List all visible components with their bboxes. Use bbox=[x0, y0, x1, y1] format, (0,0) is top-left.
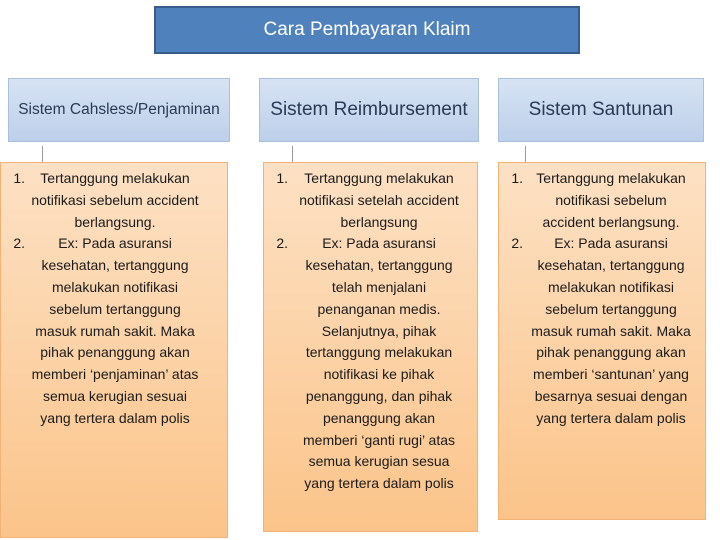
list-item bbox=[264, 168, 467, 233]
item-text: Tertanggung melakukan notifikasi sebelum accident berlangsung. bbox=[31, 170, 199, 230]
content-box-reimbursement bbox=[263, 162, 478, 532]
heading-cashless-text: Sistem Cahsless/Penjaminan bbox=[18, 101, 220, 119]
content-box-santunan bbox=[498, 162, 706, 520]
item-number: 1. bbox=[276, 170, 288, 186]
list-reimbursement bbox=[264, 168, 467, 495]
list-item bbox=[499, 233, 695, 429]
item-text: Ex: Pada asuransi kesehatan, tertanggung melakukan notifikasi sebelum tertanggung masuk rumah sakit. Maka pihak penanggung akan memberi ‘penjaminan’ atas semua kerugian sesuai yang tertera dalam polis bbox=[31, 235, 199, 426]
item-number: 1. bbox=[511, 170, 523, 186]
item-text: Tertanggung melakukan notifikasi setelah accident berlangsung bbox=[299, 170, 459, 230]
list-item bbox=[1, 168, 217, 233]
heading-santunan-text: Sistem Santunan bbox=[528, 98, 674, 120]
content-box-cashless bbox=[0, 162, 228, 538]
diagram-title bbox=[154, 6, 580, 54]
list-item bbox=[264, 233, 467, 495]
item-number: 1. bbox=[13, 170, 25, 186]
list-item bbox=[499, 168, 695, 233]
list-santunan bbox=[499, 168, 695, 430]
heading-reimbursement-text: Sistem Reimbursement bbox=[270, 98, 468, 120]
item-number: 2. bbox=[511, 235, 523, 252]
list-cashless bbox=[1, 168, 217, 430]
heading-box-cashless bbox=[8, 78, 230, 142]
item-text: Ex: Pada asuransi kesehatan, tertanggung melakukan notifikasi sebelum tertanggung masuk rumah sakit. Maka pihak penanggung akan memberi ‘santunan’ yang besarnya sesuai dengan yang tertera dalam polis bbox=[531, 235, 691, 426]
item-text: Ex: Pada asuransi kesehatan, tertanggung telah menjalani penanganan medis. Selanjutnya, pihak tertanggung melakukan notifikasi ke pihak penanggung, dan pihak penanggung akan memberi ‘ganti rugi’ atas semua kerugian sesua yang tertera dalam polis bbox=[303, 235, 455, 492]
heading-box-santunan bbox=[498, 78, 704, 142]
item-text: Tertanggung melakukan notifikasi sebelum accident berlangsung. bbox=[536, 170, 686, 230]
item-number: 2. bbox=[13, 235, 25, 252]
item-number: 2. bbox=[276, 235, 288, 252]
heading-box-reimbursement bbox=[259, 78, 479, 142]
diagram-title-text: Cara Pembayaran Klaim bbox=[263, 19, 471, 40]
list-item bbox=[1, 233, 217, 429]
